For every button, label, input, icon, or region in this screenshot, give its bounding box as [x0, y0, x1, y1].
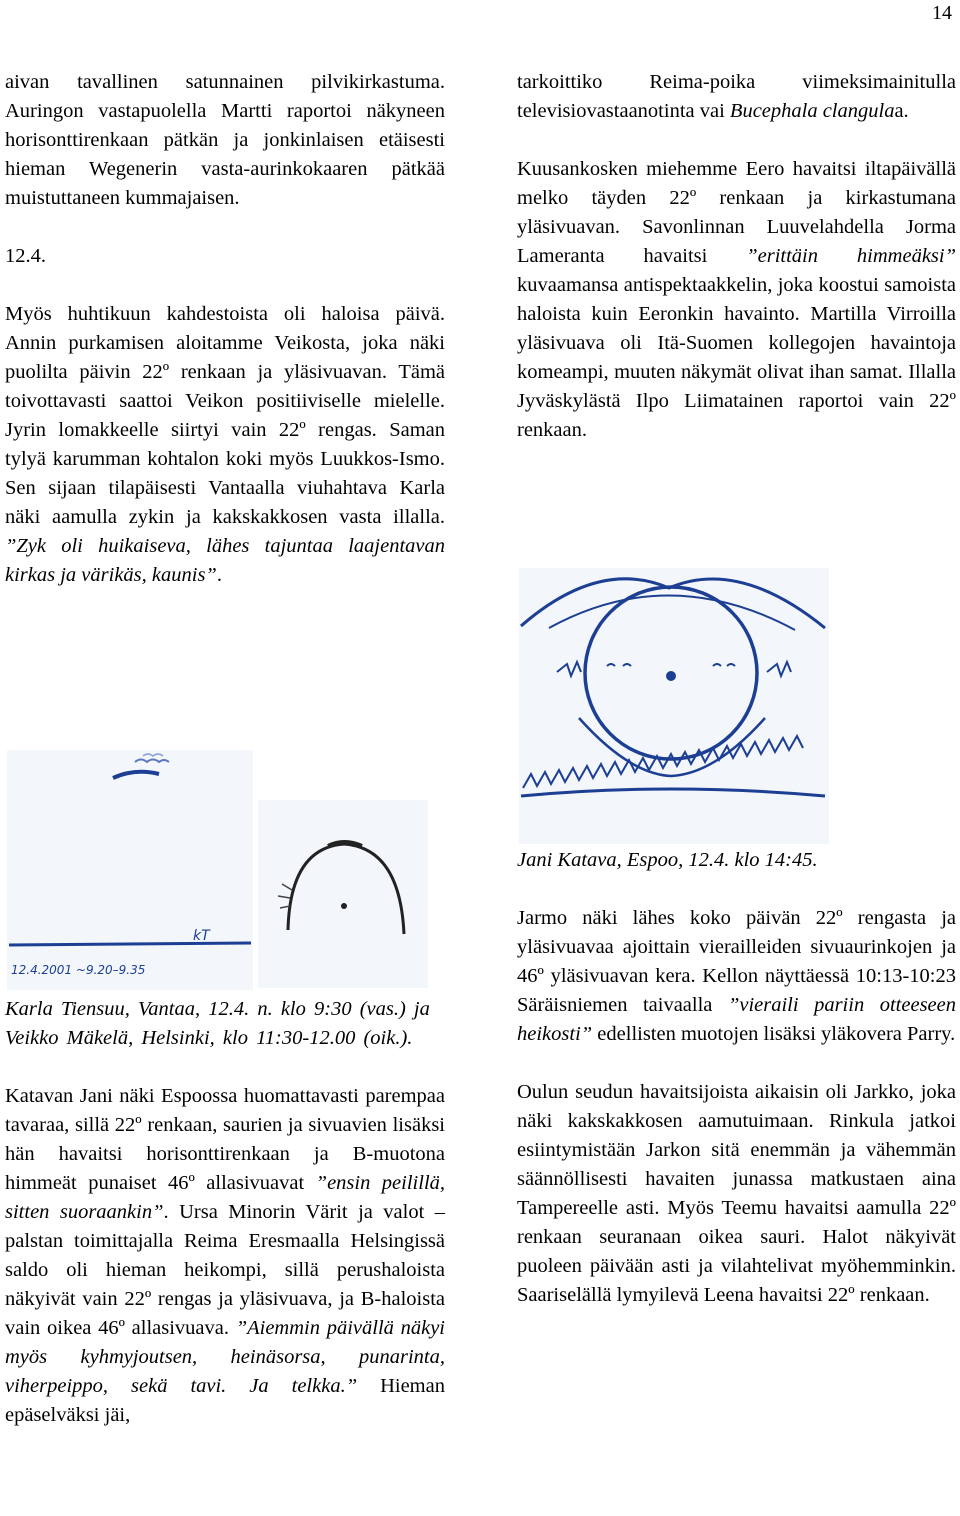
- page-number: 14: [932, 2, 952, 24]
- date-heading: 12.4.: [5, 245, 46, 267]
- paragraph: Oulun seudun havaitsijoista aikaisin oli Jarkko, joka näki kakskakkosen aamutuimaan. Rinkula jatkoi esiintymistään Jarkon sitä enemmän ja vähemmän säännöllisesti havaiten junassa matkustaen aina Tampereelle asti. Myös Teemu havaitsi aamulla 22º renkaan seuranaan oikea sauri. Halot näkyivät puoleen päivään asti ja vilahtelivat myöhemminkin. Saariselällä lymyilevä Leena havaitsi 22º renkaan.: [517, 1081, 956, 1306]
- paragraph: aivan tavallinen satunnainen pilvikirkastuma. Auringon vastapuolella Martti raportoi näkyneen horisonttirenkaan pätkän ja jonkinlaisen etäisesti hieman Wegenerin vasta-aurinkokaaren pätkää muistuttaneen kummajaisen.: [5, 71, 445, 209]
- paragraph: [5, 300, 445, 590]
- text-run: kuvaamansa antispektaakkelin, joka koostui samoista haloista kuin Eeronkin havainto. Martilla Virroilla yläsivuava oli Itä-Suomen kollegojen havaintoja komeampi, muuten näkymät olivat ihan samat. Illalla Jyväskylästä Ilpo Liimatainen raportoi vain 22º renkaan.: [517, 274, 956, 441]
- left-column-bottom: [5, 995, 445, 1430]
- sketch-drawing: [7, 750, 253, 990]
- halo-sketch-veikko: [258, 800, 428, 988]
- quote: ”erittäin himmeäksi”: [746, 245, 956, 267]
- text-run: tarkoittiko Reima-poika viimeksimainitulla televisiovastaanotinta vai: [517, 71, 956, 122]
- paragraph: [517, 68, 956, 126]
- sketch-initials: kT: [193, 928, 210, 944]
- quote: ”Zyk oli huikaiseva, lähes tajuntaa laajentavan kirkas ja värikäs, kaunis”: [5, 535, 445, 586]
- paragraph: [5, 1082, 445, 1430]
- paragraph: [517, 155, 956, 445]
- text-run: Jarmo näki lähes koko päivän 22º rengasta ja yläsivuavaa ajoittain vierailleiden sivuaurinkojen ja 46º yläsivuavan kera. Kellon näyttäessä 10:13-10:23 Säräisniemen taivaalla: [517, 907, 956, 1016]
- text-run: Hieman epäselväksi jäi,: [5, 1375, 445, 1426]
- text-run: . Ursa Minorin Värit ja valot –palstan toimittajalla Reima Eresmaalla Helsingissä saldo oli hieman heikompi, sillä perushaloista näkyivät vain 22º rengas ja yläsivuava, ja B-haloista vain oikea 46º allasivuava.: [5, 1201, 445, 1339]
- text-run: Katavan Jani näki Espoossa huomattavasti parempaa tavaraa, sillä 22º renkaan, saurien ja sivuavien lisäksi hän havaitsi horisonttirenkaan ja B-muotona himmeät punaiset 46º allasivuavat: [5, 1085, 445, 1194]
- right-column-bottom: [517, 846, 956, 1310]
- figure-caption: Jani Katava, Espoo, 12.4. klo 14:45.: [517, 849, 818, 871]
- figure-caption: Karla Tiensuu, Vantaa, 12.4. n. klo 9:30 (vas.) ja Veikko Mäkelä, Helsinki, klo 11:30-12.00 (oik.).: [5, 998, 430, 1049]
- text-run: edellisten muotojen lisäksi yläkovera Parry.: [592, 1023, 956, 1045]
- quote: ”Aiemmin päivällä näkyi myös kyhmyjoutsen, heinäsorsa, punarinta, viherpeippo, sekä tavi. Ja telkka.”: [5, 1317, 445, 1397]
- sketch-drawing: [519, 568, 829, 844]
- text-run: Kuusankosken miehemme Eero havaitsi iltapäivällä melko täyden 22º renkaan ja kirkastumana yläsivuavan. Savonlinnan Luuvelahdella Jorma Lameranta havaitsi: [517, 158, 956, 267]
- sketch-drawing: [258, 800, 428, 988]
- text-run: Myös huhtikuun kahdestoista oli haloisa päivä. Annin purkamisen aloitamme Veikosta, joka näki puolilta päivin 22º renkaan ja yläsivuavan. Tämä toivottavasti saattoi Veikon positiiviselle mielelle. Jyrin lomakkeelle siirtyi vain 22º rengas. Saman tylyä karumman kohtalon koki myös Luukkos-Ismo. Sen sijaan tilapäisesti Vantaalla viuhahtava Karla näki aamulla zykin ja kakskakkosen vasta illalla.: [5, 303, 445, 528]
- left-column-top: [5, 68, 445, 590]
- quote: ”vieraili pariin otteeseen heikosti”: [517, 994, 956, 1045]
- italic-text: Bucephala clangula: [729, 100, 895, 122]
- sketch-note: 12.4.2001 ~9.20–9.35: [11, 963, 146, 977]
- text-run: a.: [894, 100, 909, 122]
- halo-sketch-jani: [519, 568, 829, 844]
- paragraph: [517, 904, 956, 1049]
- quote: ”ensin peilillä, sitten suoraankin”: [5, 1172, 446, 1223]
- halo-sketch-karla: [7, 750, 253, 990]
- text-run: .: [216, 564, 222, 586]
- right-column-top: [517, 68, 956, 445]
